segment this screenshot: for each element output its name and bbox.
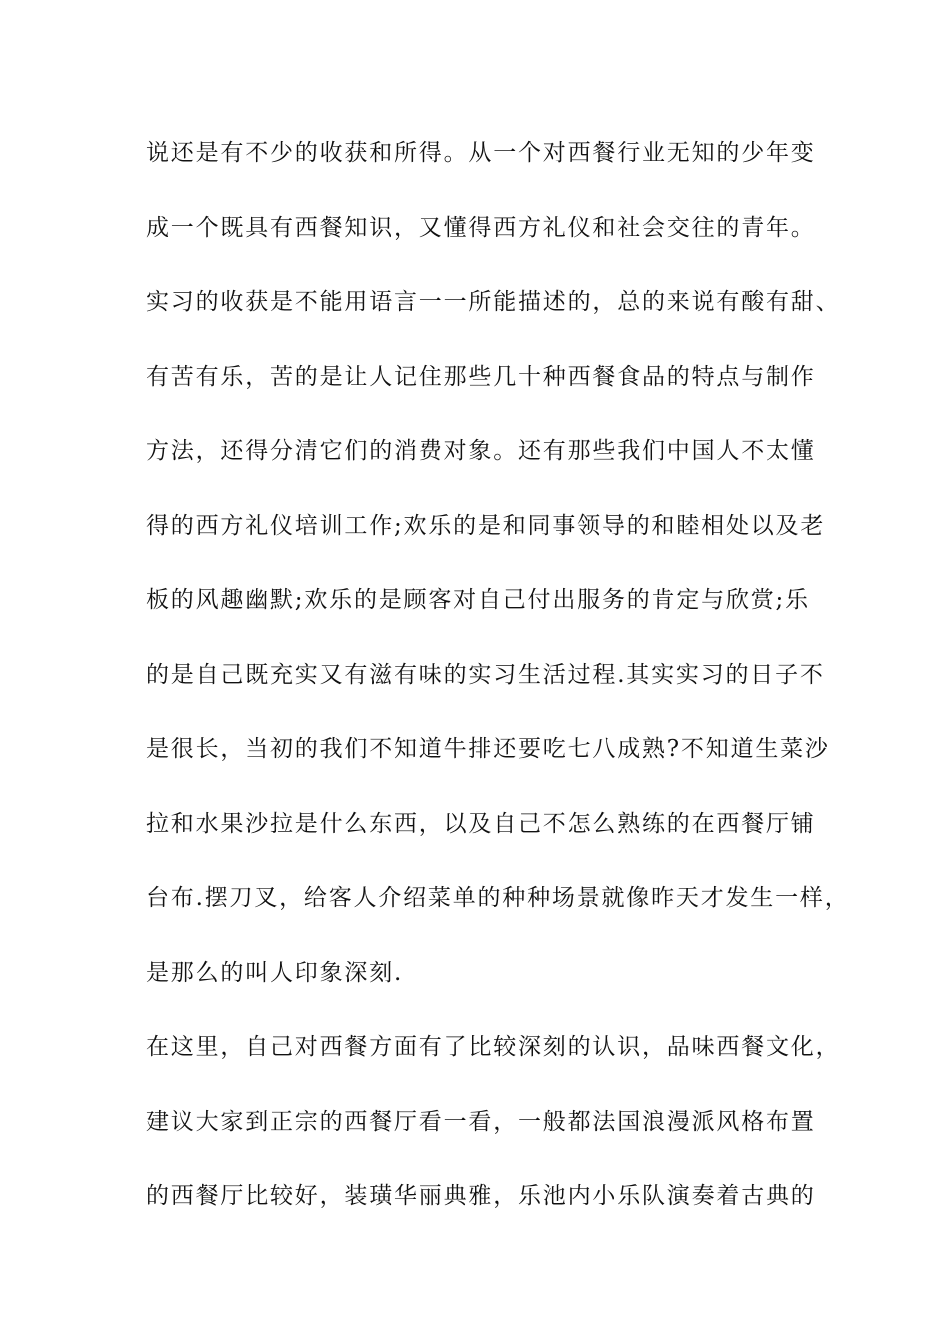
text-line: 的西餐厅比较好，装璜华丽典雅，乐池内小乐队演奏着古典的: [146, 1183, 816, 1209]
text-line: 建议大家到正宗的西餐厅看一看，一般都法国浪漫派风格布置: [146, 1108, 816, 1135]
text-line: 得的西方礼仪培训工作;欢乐的是和同事领导的和睦相处以及老: [146, 512, 826, 539]
text-line: 成一个既具有西餐知识，又懂得西方礼仪和社会交往的青年。: [146, 214, 816, 241]
text-line: 的是自己既充实又有滋有味的实习生活过程.其实实习的日子不: [146, 661, 825, 688]
text-line: 板的风趣幽默;欢乐的是顾客对自己付出服务的肯定与欣赏;乐: [146, 587, 810, 613]
body-text: [146, 129, 850, 1247]
text-line: 台布.摆刀叉，给客人介绍菜单的种种场景就像昨天才发生一样，: [146, 885, 850, 911]
text-line: 是那么的叫人印象深刻.: [146, 959, 404, 986]
text-line: 是很长，当初的我们不知道牛排还要吃七八成熟?不知道生菜沙: [146, 736, 830, 762]
text-line: 实习的收获是不能用语言一一所能描述的，总的来说有酸有甜、: [146, 289, 841, 315]
text-line: 在这里，自己对西餐方面有了比较深刻的认识，品味西餐文化，: [146, 1034, 841, 1060]
text-line: 有苦有乐，苦的是让人记住那些几十种西餐食品的特点与制作: [146, 363, 816, 390]
text-line: 方法，还得分清它们的消费对象。还有那些我们中国人不太懂: [146, 438, 816, 464]
text-line: 拉和水果沙拉是什么东西，以及自己不怎么熟练的在西餐厅铺: [146, 810, 816, 837]
text-line: 说还是有不少的收获和所得。从一个对西餐行业无知的少年变: [146, 140, 816, 166]
